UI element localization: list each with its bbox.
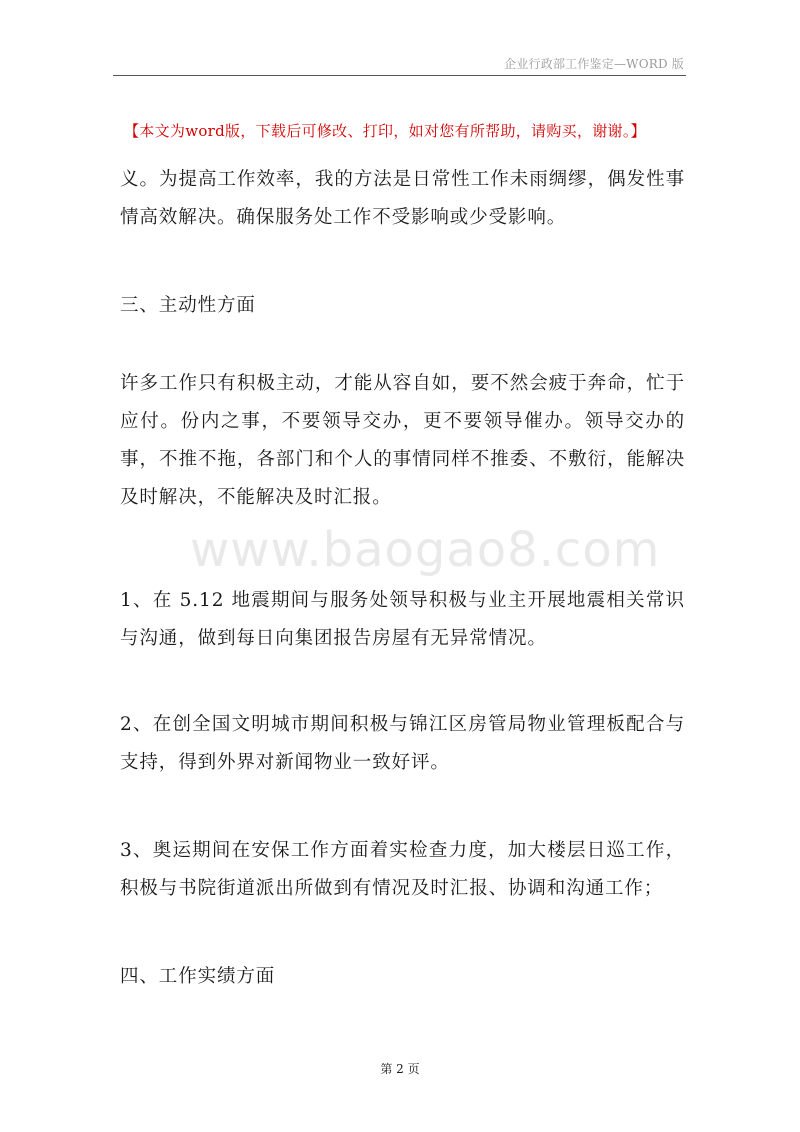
download-notice: 【本文为word版，下载后可修改、打印，如对您有所帮助，请购买，谢谢。】 <box>124 122 646 140</box>
paragraph-initiative: 许多工作只有积极主动，才能从容自如，要不然会疲于奔命，忙于应付。份内之事，不要领导交办，更不要领导催办。领导交办的事，不推不拖，各部门和个人的事情同样不推委、不敷衍，能解决及时解决，不能解决及时汇报。 <box>120 373 685 508</box>
list-item-olympics: 3、奥运期间在安保工作方面着实检查力度，加大楼层日巡工作，积极与书院街道派出所做到有情况及时汇报、协调和沟通工作； <box>120 840 685 899</box>
watermark: www.baogao8.com <box>190 522 661 578</box>
header-divider <box>113 75 686 76</box>
section-heading-achievements: 四、工作实绩方面 <box>120 966 276 987</box>
section-heading-initiative: 三、主动性方面 <box>120 295 256 316</box>
page-header-title: 企业行政部工作鉴定—WORD 版 <box>504 57 684 71</box>
list-item-civilized-city: 2、在创全国文明城市期间积极与锦江区房管局物业管理板配合与支持，得到外界对新闻物业一致好评。 <box>120 714 685 773</box>
page-number: 第 2 页 <box>380 1062 420 1076</box>
paragraph-efficiency: 义。为提高工作效率，我的方法是日常性工作未雨绸缪，偶发性事情高效解决。确保服务处工作不受影响或少受影响。 <box>120 169 685 228</box>
list-item-earthquake: 1、在 5.12 地震期间与服务处领导积极与业主开展地震相关常识与沟通，做到每日向集团报告房屋有无异常情况。 <box>120 590 685 649</box>
